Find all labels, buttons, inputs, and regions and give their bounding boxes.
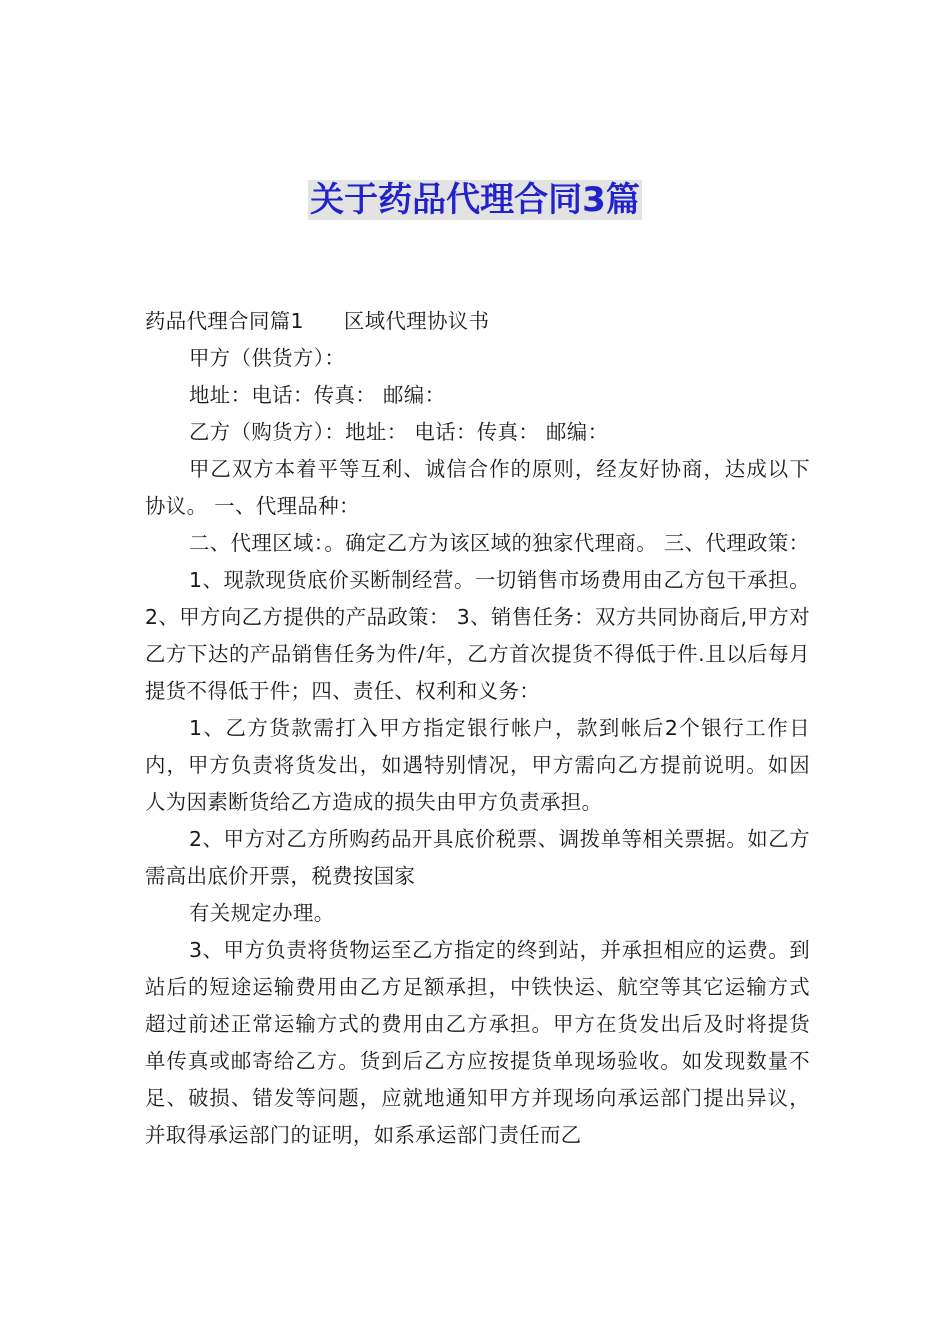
paragraph: 二、代理区域：。确定乙方为该区域的独家代理商。 三、代理政策： — [189, 531, 810, 555]
section-heading-left: 药品代理合同篇1 — [145, 309, 304, 333]
document-body — [145, 303, 810, 1154]
paragraph: 3、甲方负责将货物运至乙方指定的终到站，并承担相应的运费。到站后的短途运输费用由乙方足额承担，中铁快运、航空等其它运输方式超过前述正常运输方式的费用由乙方承担。甲方在货发出后及时将提货单传真或邮寄给乙方。货到后乙方应按提货单现场验收。如发现数量不足、破损、错发等问题，应就地通知甲方并现场向承运部门提出异议，并取得承运部门的证明，如系承运部门责任而乙 — [145, 938, 810, 1147]
document-title-text: 关于药品代理合同3篇 — [310, 180, 640, 220]
paragraph: 2、甲方对乙方所购药品开具底价税票、调拨单等相关票据。如乙方需高出底价开票，税费按国家 — [145, 827, 810, 888]
paragraph: 有关规定办理。 — [189, 901, 335, 925]
paragraph: 1、乙方货款需打入甲方指定银行帐户，款到帐后2个银行工作日内，甲方负责将货发出，如遇特别情况，甲方需向乙方提前说明。如因人为因素断货给乙方造成的损失由甲方负责承担。 — [145, 716, 810, 814]
section-heading — [145, 303, 810, 340]
section-heading-right: 区域代理协议书 — [343, 309, 490, 333]
paragraph: 甲方（供货方）： — [189, 346, 346, 370]
paragraph: 1、现款现货底价买断制经营。一切销售市场费用由乙方包干承担。 2、甲方向乙方提供的产品政策： 3、销售任务：双方共同协商后,甲方对乙方下达的产品销售任务为件/年，乙方首次提货不得低于件.且以后每月提货不得低于件；四、责任、权利和义务： — [145, 568, 810, 703]
document-title — [0, 176, 950, 224]
paragraph: 地址：电话：传真： 邮编： — [189, 383, 446, 407]
paragraph: 甲乙双方本着平等互利、诚信合作的原则，经友好协商，达成以下协议。 一、代理品种： — [145, 457, 810, 518]
paragraph: 乙方（购货方）：地址： 电话：传真： 邮编： — [189, 420, 609, 444]
